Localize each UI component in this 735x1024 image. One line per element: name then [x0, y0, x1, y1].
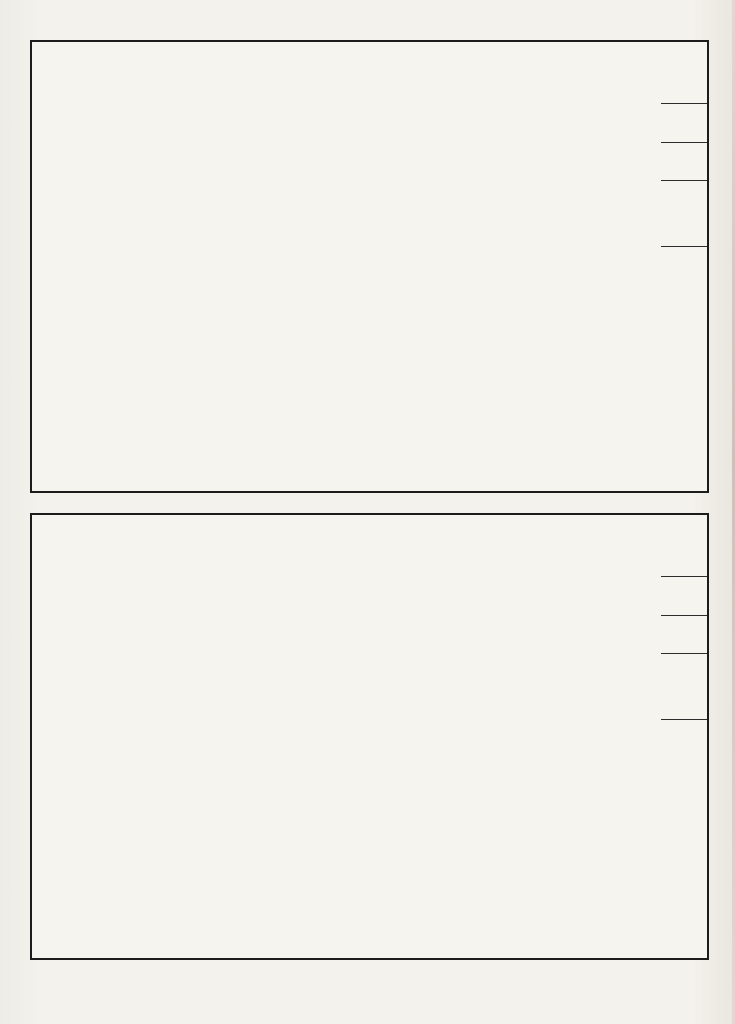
- header-cell-age: [661, 143, 707, 181]
- roster-table-bottom: [30, 513, 709, 960]
- header-column: [661, 42, 707, 491]
- header-cell-alias: [661, 577, 707, 616]
- header-cell-age: [661, 616, 707, 654]
- header-cell-native: [661, 654, 707, 720]
- roster-table-top: [30, 40, 709, 493]
- header-cell-name: [661, 515, 707, 577]
- header-cell-native: [661, 181, 707, 247]
- header-cell-name: [661, 42, 707, 104]
- header-cell-address: [661, 720, 707, 958]
- header-cell-alias: [661, 104, 707, 143]
- header-column: [661, 515, 707, 958]
- header-cell-address: [661, 247, 707, 491]
